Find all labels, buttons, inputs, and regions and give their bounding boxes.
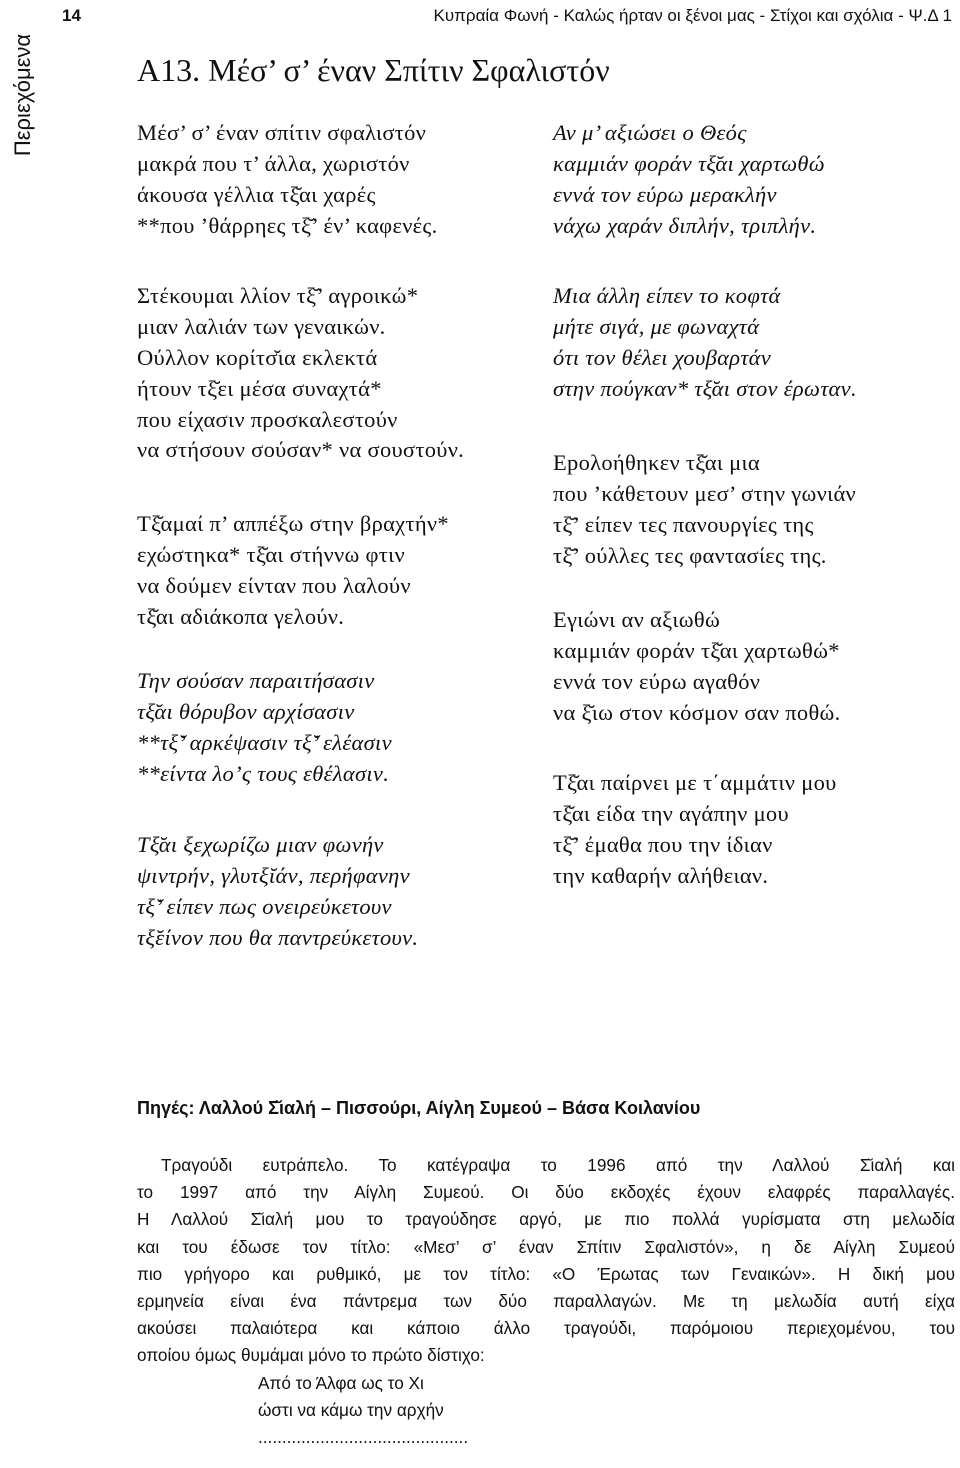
verse-line: ψιντρήν, γλυτξ̆ιάν, περήφανην [137,862,410,888]
verse-line: να ξ̆ιω στον κόσμον σαν ποθώ. [553,699,841,725]
verse-line: Ούλλον κορίτσ̆ια εκλεκτά [137,344,378,370]
verse-line: μιαν λαλιάν των γεναικών. [137,313,386,339]
page-number: 14 [62,6,81,25]
verse-line: Στέκουμαι λλίον τξ̆’ αγροικώ* [137,283,419,308]
stanza [553,118,825,242]
verse-line: τξ̆’ είπεν πως ονειρεύκετουν [137,893,392,919]
stanza [553,768,837,892]
verse-line: άκουσα γέλλια τξ̆αι χαρές [137,181,376,207]
quoted-verse-line: ............................................ [258,1426,469,1447]
verse-line: να στήσουν σούσαν* να σουστούν. [137,437,465,463]
verse-line: τξ̆’ ούλλες τες φαντασίες της. [553,542,827,568]
verse-line: Τξ̆αι παίρνει με τ΄αμμάτιν μου [553,770,837,795]
verse-line: την καθαρήν αλήθειαν. [553,862,769,888]
verse-line: Την σούσαν παραιτήσασιν [137,668,375,693]
stanza [137,281,464,466]
verse-line: εχώστηκα* τξ̆αι στήννω φτιν [137,541,405,567]
verse-line: τξ̆αι αδιάκοπα γελούν. [137,603,345,629]
song-title: Α13. Μέσ’ σ’ έναν Σπίτιν Σφαλιστόν [137,52,610,88]
verse-line: Μέσ’ σ’ έναν σπίτιν σφαλιστόν [137,120,427,145]
commentary-line: ακούσει παλαιότερα και κάποιο άλλο τραγούδι, παρόμοιου περιεχομένου, του [137,1318,955,1339]
verse-line: τξ̆’ είπεν τες πανουργίες της [553,511,814,537]
commentary-line: Η Λαλλού Σ̆ιαλή μου το τραγούδησε αργό, με πιο πολλά γυρίσματα στη μελωδία [137,1209,955,1230]
stanza [553,448,856,572]
running-header: Κυπραία Φωνή - Καλώς ήρταν οι ξένοι μας - Στίχοι και σχόλια - Ψ.Δ 1 [433,6,952,25]
verse-line: Αν μ’ αξιώσει ο Θεός [553,120,747,145]
verse-line: ότι τον θέλει χουβαρτάν [553,344,772,370]
quoted-verse-line: Από το Άλφα ως το Χι [258,1372,424,1393]
commentary [137,1152,955,1451]
verse-line: τξ̆είνον που θα παντρεύκετουν. [137,924,419,950]
verse-line: τξ̆’ έμαθα που την ίδιαν [553,831,773,857]
verse-line: τξ̆αι είδα την αγάπην μου [553,800,789,826]
verse-line: Τξ̆αμαί π’ αππέξω στην βραχτήν* [137,511,449,536]
verse-line: Μια άλλη είπεν το κοφτά [553,283,781,308]
stanza [137,830,418,954]
commentary-line: ερμηνεία είναι ένα πάντρεμα των δύο παραλλαγών. Με τη μελωδία αυτή είχα [137,1290,955,1311]
verse-line: καμμιάν φοράν τξ̆αι χαρτωθώ* [553,637,840,663]
verse-line: Εpολοήθηκεν τξ̆αι μια [553,450,760,475]
commentary-line: και του έδωσε τον τίτλο: «Μεσ’ σ’ έναν Σπίτιν Σφαλιστόν», η δε Αίγλη Συμεού [137,1236,955,1257]
verse-line: εννά τον εύρω μερακλήν [553,181,777,207]
verse-line: που είχασιν προσκαλεστούν [137,406,398,432]
verse-line: καμμιάν φοράν τξ̆αι χαρτωθώ [553,150,825,176]
verse-line: τξ̆αι θόρυβον αρχίσασιν [137,698,355,724]
verse-line: Τξ̆αι ξεχωρίζω μιαν φωνήν [137,832,384,857]
commentary-line: πιο γρήγορο και ρυθμικό, με τον τίτλο: «Ο Έρωτας των Γεναικών». Η δική μου [137,1263,955,1284]
contents-side-tab[interactable] [0,0,46,1468]
commentary-line: οποίου όμως θυμάμαι μόνο το πρώτο δίστιχο: [137,1345,485,1366]
verse-line: μακρά που τ’ άλλα, χωριστόν [137,150,410,176]
verse-line: Εγιώνι αν αξιωθώ [553,607,721,632]
verse-line: μήτε σιγά, με φωναχτά [553,313,760,339]
verse-line: **που ’θάρρηες τξ̆’ έν’ καφενές. [137,212,438,238]
verse-line: ήτουν τξ̆ει μέσα συναχτά* [137,375,382,401]
verse-line: εννά τον εύρω αγαθόν [553,668,761,694]
verse-line: **είντα λο’ς τους εθέλασιν. [137,760,390,786]
commentary-line: Τραγούδι ευτράπελο. Το κατέγραψα το 1996 από την Λαλλού Σ̆ιαλή και [161,1155,955,1175]
verse-line: να δούμεν είνταν που λαλούν [137,572,411,598]
verse-line: νάχω χαράν διπλήν, τριπλήν. [553,212,817,238]
stanza [553,605,841,729]
stanza [553,281,857,405]
verse-line: που ’κάθετουν μεσ’ στην γωνιάν [553,480,857,506]
contents-label[interactable]: Περιεχόμενα [10,33,35,157]
commentary-line: το 1997 από την Αίγλη Συμεού. Οι δύο εκδοχές έχουν ελαφρές παραλλαγές. [137,1182,955,1203]
stanza [137,666,392,790]
sources-heading: Πηγές: Λαλλού Σ̆ιαλή – Πισσούρι, Αίγλη Συμεού – Βάσα Κοιλανίου [137,1098,701,1118]
stanza [137,118,438,242]
quoted-verse-line: ώστι να κάμω την αρχήν [258,1399,444,1420]
verse-line: στην πούγκαν* τξ̆αι στον έρωταν. [553,375,857,401]
verse-line: **τξ̆’ αρκέψασιν τξ̆’ ελέασιν [137,729,392,755]
stanza [137,509,449,633]
